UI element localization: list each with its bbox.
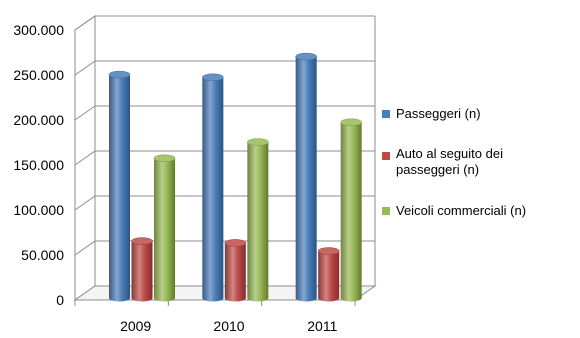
y-tick-label: 50.000	[21, 247, 64, 263]
bar-body	[202, 77, 223, 301]
bar-body	[154, 158, 175, 301]
bar-2009-series-1	[109, 71, 130, 301]
bar-top	[109, 71, 130, 78]
x-tick-label: 2010	[213, 318, 245, 334]
bar-body	[247, 142, 268, 301]
y-tick-label: 300.000	[13, 22, 64, 38]
legend-marker-3	[382, 207, 390, 215]
bar-2011-series-2	[318, 248, 339, 302]
bar-body	[109, 75, 130, 302]
gridline	[75, 16, 375, 30]
y-tick-label: 150.000	[13, 157, 64, 173]
legend-label-1: Passeggeri (n)	[396, 106, 481, 121]
legend-label-2: passeggeri (n)	[396, 162, 480, 177]
bar-top	[202, 74, 223, 81]
bar-body	[318, 251, 339, 302]
bar-top	[296, 53, 317, 60]
bar-2010-series-2	[225, 239, 246, 301]
x-tick-label: 2011	[307, 318, 338, 334]
bar-body	[132, 241, 153, 301]
y-tick-label: 0	[56, 292, 64, 308]
y-tick-label: 100.000	[13, 202, 64, 218]
bar-top	[318, 248, 339, 255]
bar-2011-series-1	[296, 53, 317, 301]
bar-top	[154, 155, 175, 162]
bar-2010-series-1	[202, 74, 223, 302]
bar-top	[225, 239, 246, 246]
bar-top	[132, 238, 153, 245]
x-tick-label: 2009	[120, 318, 152, 334]
bar-top	[341, 119, 362, 126]
legend-marker-1	[382, 110, 390, 118]
y-tick-label: 250.000	[13, 67, 64, 83]
bar-2011-series-3	[341, 119, 362, 302]
y-tick-label: 200.000	[13, 112, 64, 128]
bar-body	[296, 57, 317, 302]
bar-2009-series-2	[132, 238, 153, 302]
legend-label-2: Auto al seguito dei	[396, 146, 503, 161]
bar-2009-series-3	[154, 155, 175, 302]
bar-body	[225, 243, 246, 302]
bar-top	[247, 139, 268, 146]
legend-label-3: Veicoli commerciali (n)	[396, 203, 527, 218]
legend-marker-2	[382, 152, 390, 160]
bar-body	[341, 122, 362, 301]
bar-2010-series-3	[247, 139, 268, 302]
